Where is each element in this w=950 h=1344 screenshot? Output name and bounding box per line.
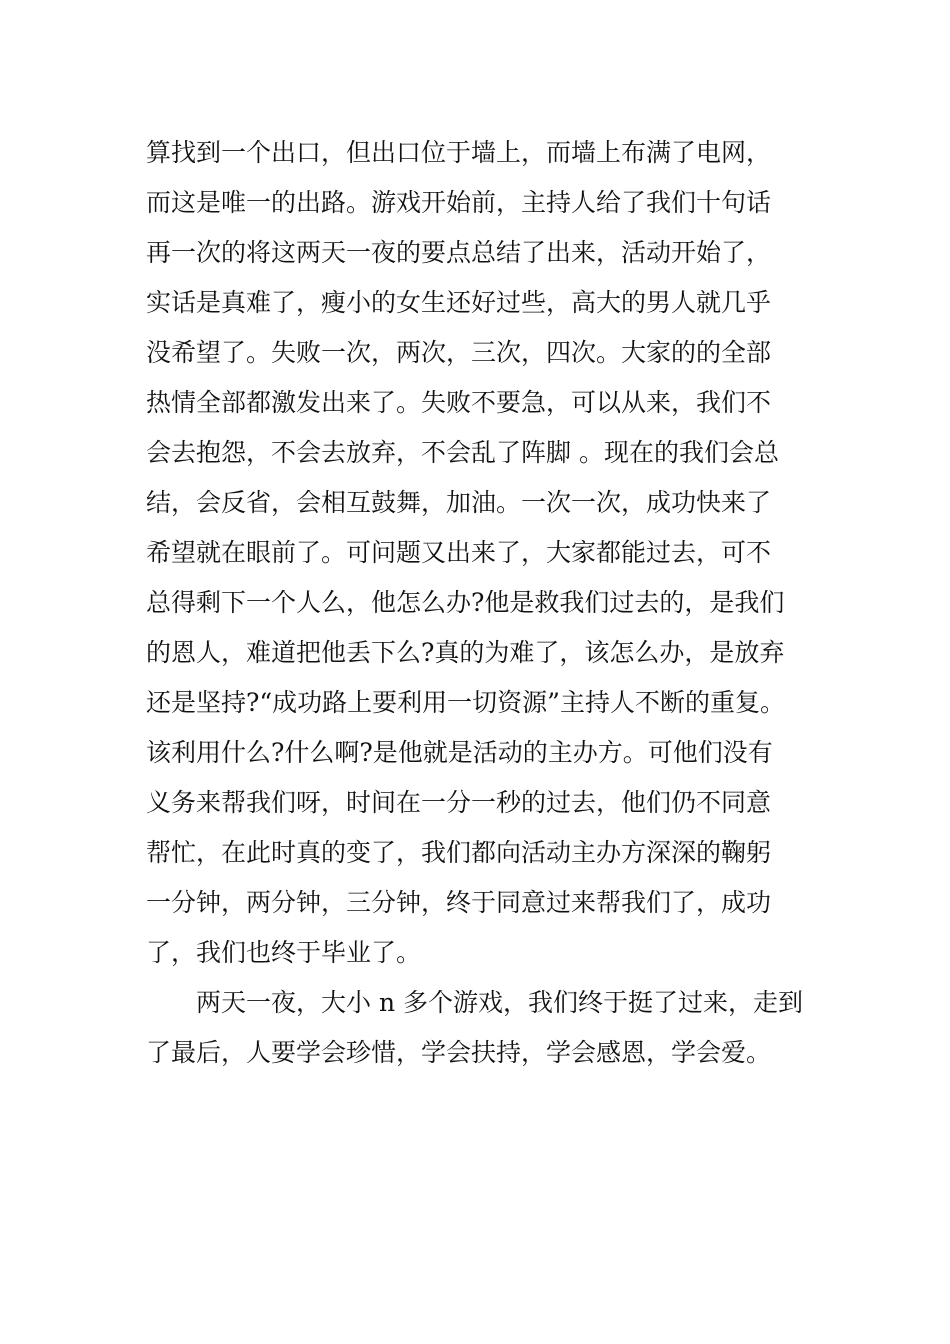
text-line: 一分钟，两分钟，三分钟，终于同意过来帮我们了，成功 (146, 888, 772, 917)
text-line: 热情全部都激发出来了。失败不要急，可以从来，我们不 (146, 388, 772, 417)
text-line: 再一次的将这两天一夜的要点总结了出来，活动开始了， (146, 238, 772, 267)
text-line: 算找到一个出口，但出口位于墙上，而墙上布满了电网， (146, 138, 772, 167)
text-line: 总得剩下一个人么，他怎么办?他是救我们过去的，是我们 (146, 588, 785, 617)
text-line: 了，我们也终于毕业了。 (146, 938, 422, 967)
text-line: 会去抱怨，不会去放弃，不会乱了阵脚 。现在的我们会总 (146, 438, 779, 467)
text-line: 义务来帮我们呀，时间在一分一秒的过去，他们仍不同意 (146, 788, 772, 817)
text-line: 结，会反省，会相互鼓舞，加油。一次一次，成功快来了 (146, 488, 772, 517)
text-line: 了最后，人要学会珍惜，学会扶持，学会感恩，学会爱。 (146, 1038, 772, 1067)
document-body (146, 128, 826, 1078)
paragraph-start-line: 两天一夜，大小 n 多个游戏，我们终于挺了过来，走到 (196, 988, 803, 1017)
text-line: 的恩人，难道把他丢下么?真的为难了，该怎么办，是放弃 (146, 638, 785, 667)
text-line: 还是坚持?“成功路上要利用一切资源”主持人不断的重复。 (146, 688, 785, 717)
text-line: 实话是真难了，瘦小的女生还好过些，高大的男人就几乎 (146, 288, 772, 317)
text-line: 而这是唯一的出路。游戏开始前，主持人给了我们十句话 (146, 188, 772, 217)
text-line: 帮忙，在此时真的变了，我们都向活动主办方深深的鞠躬 (146, 838, 772, 867)
text-line: 没希望了。失败一次，两次，三次，四次。大家的的全部 (146, 338, 772, 367)
text-line: 希望就在眼前了。可问题又出来了，大家都能过去，可不 (146, 538, 772, 567)
text-line: 该利用什么?什么啊?是他就是活动的主办方。可他们没有 (146, 738, 773, 767)
